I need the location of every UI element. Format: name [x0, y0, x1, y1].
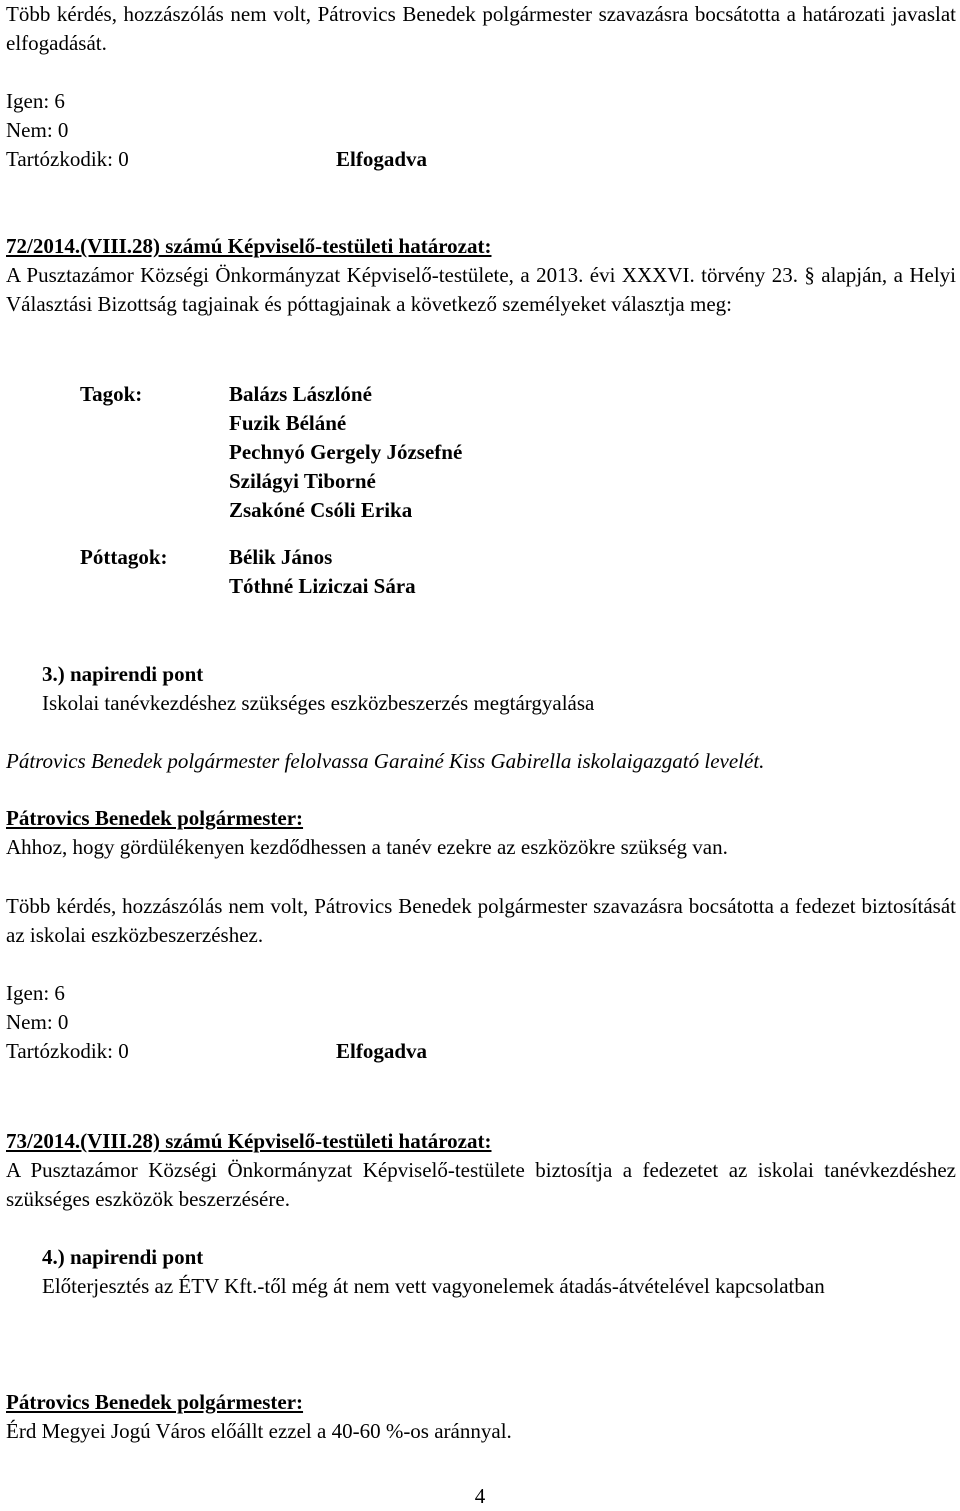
member-name: Zsakóné Csóli Erika: [229, 498, 413, 522]
substitute-name: Bélik János: [229, 545, 333, 569]
member-name: Balázs Lászlóné: [229, 382, 372, 406]
substitutes-label: Póttagok:: [80, 545, 168, 569]
substitutes-list: [229, 543, 416, 601]
agenda-item-3: [42, 660, 956, 718]
vote-yes: Igen: 6: [6, 981, 65, 1005]
intro-paragraph-2: Több kérdés, hozzászólás nem volt, Pátrovics Benedek polgármester szavazásra bocsátotta a fedezet biztosítását az iskolai eszközbeszerzéshez.: [6, 894, 956, 947]
speaker-block-1: [6, 804, 956, 862]
resolution-73-text: A Pusztazámor Községi Önkormányzat Képviselő-testülete biztosítja a fedezetet az iskolai tanévkezdéshez szükséges eszközök beszerzésére.: [6, 1158, 956, 1211]
resolution-73: [6, 1127, 956, 1214]
speaker-block-2: [6, 1388, 956, 1446]
substitute-name: Tóthné Liziczai Sára: [229, 574, 416, 598]
speaker-1-name: Pátrovics Benedek polgármester:: [6, 806, 304, 830]
speaker-1-text: Ahhoz, hogy gördülékenyen kezdődhessen a tanév ezekre az eszközökre szükség van.: [6, 835, 728, 859]
member-name: Fuzik Béláné: [229, 411, 347, 435]
members-list: [229, 380, 462, 525]
vote-abstain: Tartózkodik: 0: [6, 147, 129, 171]
speaker-2-name: Pátrovics Benedek polgármester:: [6, 1390, 304, 1414]
vote-result: Elfogadva: [336, 1039, 428, 1063]
vote-yes: Igen: 6: [6, 89, 65, 113]
vote-block-2: [6, 979, 956, 1066]
resolution-73-heading: 73/2014.(VIII.28) számú Képviselő-testületi határozat:: [6, 1129, 492, 1153]
speaker-2-text: Érd Megyei Jogú Város előállt ezzel a 40-60 %-os aránnyal.: [6, 1419, 512, 1443]
reading-note: Pátrovics Benedek polgármester felolvassa Garainé Kiss Gabirella iskolaigazgató levelét.: [6, 749, 765, 773]
members-label: Tagok:: [80, 382, 143, 406]
intro-paragraph-1: Több kérdés, hozzászólás nem volt, Pátrovics Benedek polgármester szavazásra bocsátotta a határozati javaslat elfogadását.: [6, 2, 956, 55]
page-number: 4: [474, 1484, 486, 1508]
vote-no: Nem: 0: [6, 118, 69, 142]
agenda-4-title: Előterjesztés az ÉTV Kft.-től még át nem vett vagyonelemek átadás-átvételével kapcsolatban: [42, 1274, 825, 1298]
vote-abstain: Tartózkodik: 0: [6, 1039, 129, 1063]
agenda-3-title: Iskolai tanévkezdéshez szükséges eszközbeszerzés megtárgyalása: [42, 691, 595, 715]
resolution-72: [6, 232, 956, 319]
resolution-72-text: A Pusztazámor Községi Önkormányzat Képviselő-testülete, a 2013. évi XXXVI. törvény 23. § alapján, a Helyi Választási Bizottság tagjainak és póttagjainak a következő személyeket választja meg:: [6, 263, 956, 316]
vote-block-1: [6, 87, 956, 174]
resolution-72-heading: 72/2014.(VIII.28) számú Képviselő-testületi határozat:: [6, 234, 492, 258]
member-name: Szilágyi Tiborné: [229, 469, 376, 493]
vote-no: Nem: 0: [6, 1010, 69, 1034]
agenda-4-heading: 4.) napirendi pont: [42, 1245, 204, 1269]
vote-result: Elfogadva: [336, 147, 428, 171]
agenda-3-heading: 3.) napirendi pont: [42, 662, 204, 686]
agenda-item-4: [42, 1243, 956, 1301]
member-name: Pechnyó Gergely Józsefné: [229, 440, 463, 464]
